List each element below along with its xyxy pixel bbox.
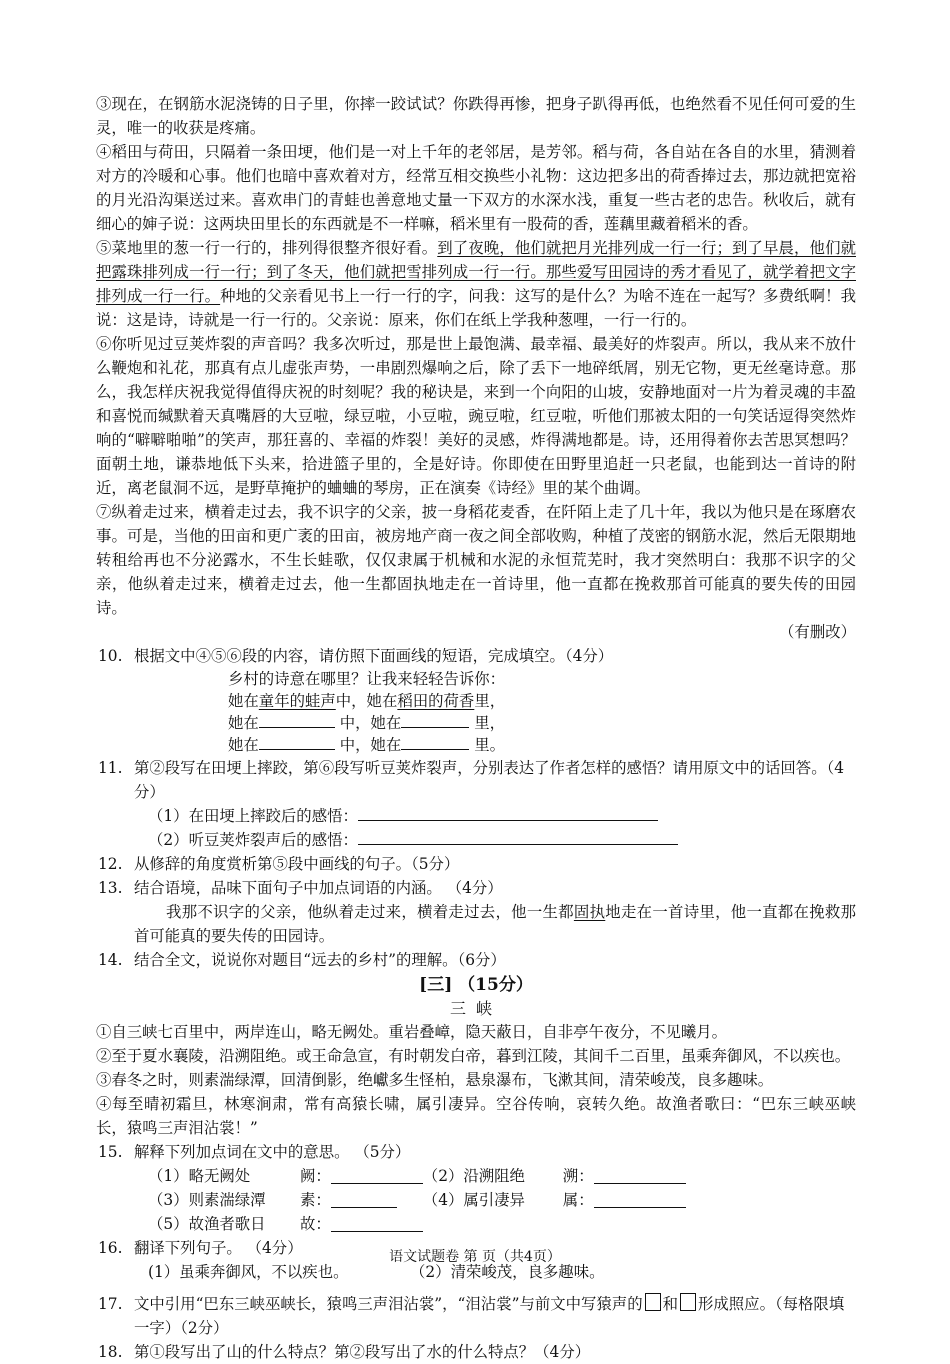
question-17 xyxy=(96,1292,856,1340)
q15-row-3 xyxy=(96,1212,856,1236)
p5-rest: 种地的父亲看见书上一行一行的字，问我：这写的是什么？为啥不连在一起写？多费纸啊！我说：这是诗，诗就是一行一行的。父亲说：原来，你们在纸上学我种葱哩，一行一行的。 xyxy=(96,287,856,329)
poem-underlined: 童年的蛙声 xyxy=(258,692,336,710)
item-key: 阙： xyxy=(300,1167,331,1185)
q15-row-2 xyxy=(96,1188,856,1212)
question-text: 解释下列加点词在文中的意思。 （5分） xyxy=(134,1143,411,1161)
item-label: （4）属引凄异 xyxy=(422,1191,525,1209)
answer-blank[interactable] xyxy=(401,712,469,728)
question-number: 18. xyxy=(98,1343,123,1361)
question-10 xyxy=(96,644,856,668)
translate-item: (1）虽乘奔御风，不以疾也。 xyxy=(148,1263,349,1281)
poem-text: 她在 xyxy=(228,736,259,754)
answer-blank[interactable] xyxy=(331,1216,423,1232)
poem-text: 中，她在 xyxy=(339,736,402,754)
question-12 xyxy=(96,852,856,876)
poem-text: 里。 xyxy=(474,736,505,754)
question-text: 从修辞的角度赏析第⑤段中画线的句子。（5分） xyxy=(134,855,460,873)
poem-text: 中，她在 xyxy=(339,714,402,732)
exam-page xyxy=(96,92,856,1364)
poem-text: 她在 xyxy=(228,692,259,710)
question-number: 15. xyxy=(98,1143,123,1161)
page-footer: 语文试题卷 第 页（共4页） xyxy=(389,1249,561,1265)
classical-paragraph-1: ①自三峡七百里中，两岸连山，略无阙处。重岩叠嶂，隐天蔽日，自非亭午夜分，不见曦月。 xyxy=(96,1023,728,1041)
answer-box[interactable] xyxy=(680,1293,696,1311)
question-text: 第①段写出了山的什么特点？第②段写出了水的什么特点？（4分） xyxy=(134,1343,591,1361)
poem-text: 她在 xyxy=(228,714,259,732)
poem-text: 中，她在 xyxy=(335,692,398,710)
question-text: 结合全文，说说你对题目“远去的乡村”的理解。（6分） xyxy=(134,951,506,969)
quote-dotted-word: 固执 xyxy=(573,903,606,921)
question-15 xyxy=(96,1140,856,1164)
answer-blank[interactable] xyxy=(358,829,678,845)
question-number: 14. xyxy=(98,951,123,969)
item-label: （5）故渔者歌日 xyxy=(148,1215,266,1233)
question-14 xyxy=(96,948,856,972)
item-label: （2）沿溯阻绝 xyxy=(422,1167,525,1185)
item-label: （3）则素湍绿潭 xyxy=(148,1191,266,1209)
question-11 xyxy=(96,756,856,804)
passage-paragraph-5 xyxy=(96,236,856,332)
answer-blank[interactable] xyxy=(594,1168,686,1184)
item-key: 故： xyxy=(300,1215,331,1233)
q17-text: 和 xyxy=(662,1295,678,1313)
answer-blank[interactable] xyxy=(358,805,658,821)
answer-blank[interactable] xyxy=(259,734,335,750)
poem-underlined: 稻田的荷香 xyxy=(397,692,475,710)
passage-paragraph-3: ③现在，在钢筋水泥浇铸的日子里，你摔一跤试试？你跌得再惨，把身子趴得再低，也绝然看不见任何可爱的生灵，唯一的收获是疼痛。 xyxy=(96,95,856,137)
poem-line-3 xyxy=(228,712,856,734)
question-text: 第②段写在田埂上摔跤，第⑥段写听豆荚炸裂声，分别表达了作者怎样的感悟？请用原文中的话回答。（4分） xyxy=(134,759,845,801)
quote-text: 地走在一首诗里，他一直都在挽救那首可能真的要失传的田园诗。 xyxy=(134,903,856,945)
answer-blank[interactable] xyxy=(594,1192,686,1208)
question-number: 10. xyxy=(98,647,123,665)
question-text: 翻译下列句子。 （4分） xyxy=(134,1239,303,1257)
q17-text: 文中引用“巴东三峡巫峡长，猿鸣三声泪沾裳”，“泪沾裳”与前文中写猿声的 xyxy=(134,1295,643,1313)
question-number: 11. xyxy=(98,759,123,777)
answer-blank[interactable] xyxy=(331,1168,423,1184)
p5-intro: ⑤菜地里的葱一行一行的，排列得很整齐很好看。 xyxy=(96,239,438,257)
classical-paragraph-4: ④每至晴初霜旦，林寒涧肃，常有高猿长啸，属引凄异。空谷传响，哀转久绝。故渔者歌曰：“巴东三峡巫峡长，猿鸣三声泪沾裳！” xyxy=(96,1095,856,1137)
answer-blank[interactable] xyxy=(259,712,335,728)
q11-sub-2 xyxy=(96,828,856,852)
poem-line-2 xyxy=(228,690,856,712)
question-text: 根据文中④⑤⑥段的内容，请仿照下面画线的短语，完成填空。（4分） xyxy=(134,647,614,665)
answer-blank[interactable] xyxy=(331,1192,397,1208)
q17-text: 形成照应。（每格限填一字）（2分） xyxy=(134,1295,845,1337)
poem-text: 里， xyxy=(474,714,505,732)
classical-paragraph-3: ③春冬之时，则素湍绿潭，回清倒影，绝巘多生怪柏，悬泉瀑布，飞漱其间，清荣峻茂，良多趣味。 xyxy=(96,1071,774,1089)
quote-text: 我那不识字的父亲，他纵着走过来，横着走过去，他一生都 xyxy=(166,903,574,921)
item-key: 属： xyxy=(562,1191,594,1209)
question-13 xyxy=(96,876,856,900)
answer-box[interactable] xyxy=(645,1293,661,1311)
q10-poem xyxy=(96,668,856,756)
item-key: 溯： xyxy=(562,1167,594,1185)
question-number: 13. xyxy=(98,879,123,897)
item-label: （1）略无阙处 xyxy=(148,1167,251,1185)
p5-underlined-sentence: 到了夜晚，他们就把月光排列成一行一行；到了早晨，他们就把露珠排列成一行一行；到了冬天，他们就把雪排列成一行一行。那些爱写田园诗的秀才看见了，就学着把文字排列成一行一行。 xyxy=(96,239,856,305)
section-heading: [三] （15分） xyxy=(419,975,533,995)
item-key: 素： xyxy=(300,1191,331,1209)
q13-quote xyxy=(96,900,856,948)
classical-paragraph-2: ②至于夏水襄陵，沿溯阻绝。或王命急宣，有时朝发白帝，暮到江陵，其间千二百里，虽乘奔御风，不以疾也。 xyxy=(96,1047,851,1065)
poem-line-1: 乡村的诗意在哪里？让我来轻轻告诉你： xyxy=(228,670,506,688)
passage-paragraph-4: ④稻田与荷田，只隔着一条田埂，他们是一对上千年的老邻居，是芳邻。稻与荷，各自站在各自的水里，猜测着对方的冷暖和心事。他们也暗中喜欢着对方，经常互相交换些小礼物：这边把多出的荷香捧过去，那边就把宽裕的月光沿沟渠送过来。喜欢串门的青蛙也善意地丈量一下双方的水深水浅，重复一些古老的忠告。秋收后，就有细心的婶子说：这两块田里长的东西就是不一样嘛，稻米里有一股荷的香，莲藕里藏着稻米的香。 xyxy=(96,143,856,233)
question-text xyxy=(134,1292,856,1340)
abridged-note: （有删改） xyxy=(779,623,856,641)
q11-sub-1 xyxy=(96,804,856,828)
answer-blank[interactable] xyxy=(401,734,469,750)
question-number: 17. xyxy=(98,1295,123,1313)
question-number: 12. xyxy=(98,855,123,873)
section-title: 三峡 xyxy=(449,999,502,1018)
poem-text: 里， xyxy=(474,692,506,710)
passage-paragraph-7: ⑦纵着走过来，横着走过去，我不识字的父亲，披一身稻花麦香，在阡陌上走了几十年，我以为他只是在琢磨农事。可是，当他的田亩和更广袤的田亩，被房地产商一夜之间全部收购，种植了茂密的钢筋水泥，然后无限期地转租给再也不分泌露水，不生长蛙歌，仅仅隶属于机械和水泥的永恒荒芜时，我才突然明白：我那不识字的父亲，他纵着走过来，横着走过去，他一生都固执地走在一首诗里，他一直都在挽救那首可能真的要失传的田园诗。 xyxy=(96,503,856,617)
poem-line-4 xyxy=(228,734,856,756)
sub-label: （2）听豆荚炸裂声后的感悟： xyxy=(148,831,358,849)
question-text: 结合语境，品味下面句子中加点词语的内涵。 （4分） xyxy=(134,879,503,897)
q15-row-1 xyxy=(96,1164,856,1188)
question-number: 16. xyxy=(98,1239,123,1257)
translate-item: （2）清荣峻茂，良多趣味。 xyxy=(410,1263,605,1281)
passage-paragraph-6: ⑥你听见过豆荚炸裂的声音吗？我多次听过，那是世上最饱满、最幸福、最美好的炸裂声。所以，我从来不放什么鞭炮和礼花，那真有点儿虚张声势，一串剧烈爆响之后，除了丢下一地碎纸屑，别无它物，更无丝毫诗意。那么，我怎样庆祝我觉得值得庆祝的时刻呢？我的秘诀是，来到一个向阳的山坡，安静地面对一片为着灵魂的丰盈和喜悦而缄默着天真嘴唇的大豆啦，绿豆啦，小豆啦，豌豆啦，红豆啦，听他们那被太阳的一句笑话逗得突然炸响的“噼噼啪啪”的笑声，那狂喜的、幸福的炸裂！美好的灵感，炸得满地都是。诗，还用得着你去苦思冥想吗？面朝土地，谦恭地低下头来，拾进篮子里的，全是好诗。你即使在田野里追赶一只老鼠，也能到达一首诗的附近，离老鼠洞不远，是野草掩护的蛐蛐的琴房，正在演奏《诗经》里的某个曲调。 xyxy=(96,335,856,497)
sub-label: （1）在田埂上摔跤后的感悟： xyxy=(148,807,358,825)
